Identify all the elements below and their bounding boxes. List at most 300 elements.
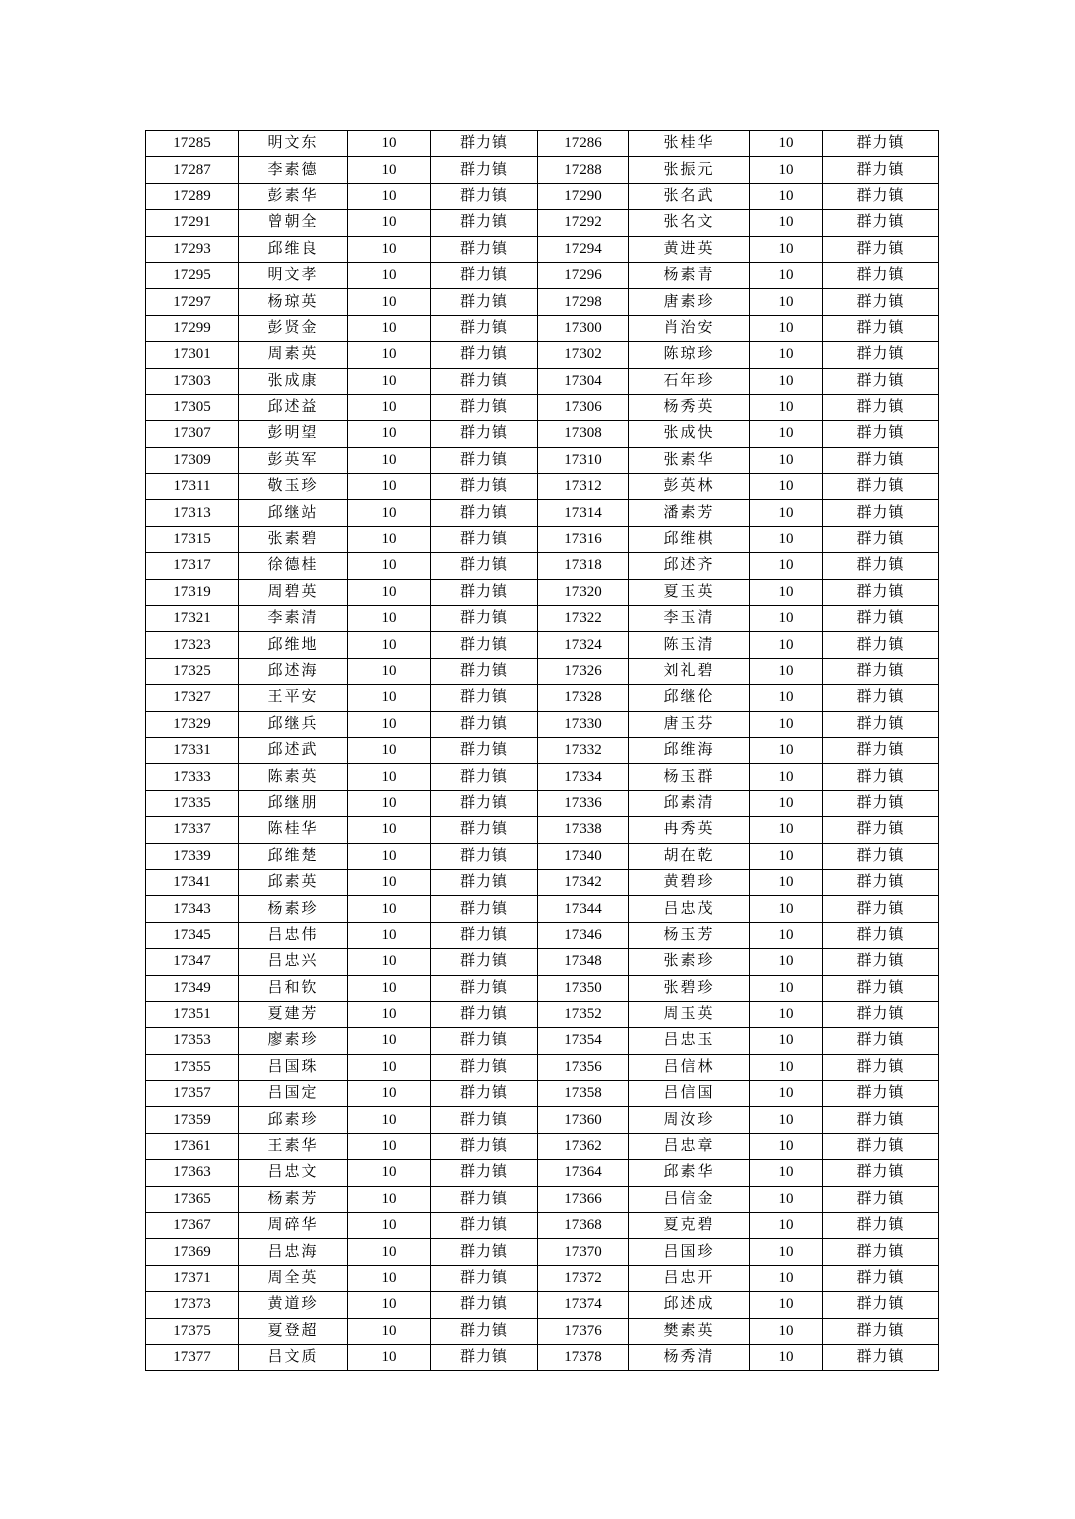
table-row xyxy=(146,764,939,790)
id-cell: 17331 xyxy=(146,737,239,763)
town-cell: 群力镇 xyxy=(431,1292,538,1318)
name-cell: 敬玉珍 xyxy=(239,474,348,500)
name-cell: 张成快 xyxy=(629,421,750,447)
table-row xyxy=(146,1001,939,1027)
amount-cell: 10 xyxy=(348,368,431,394)
name-cell: 邱继兵 xyxy=(239,711,348,737)
name-cell: 黄道珍 xyxy=(239,1292,348,1318)
id-cell: 17303 xyxy=(146,368,239,394)
amount-cell: 10 xyxy=(750,949,823,975)
id-cell: 17352 xyxy=(538,1001,629,1027)
amount-cell: 10 xyxy=(750,817,823,843)
town-cell: 群力镇 xyxy=(823,975,939,1001)
id-cell: 17362 xyxy=(538,1133,629,1159)
table-row xyxy=(146,526,939,552)
id-cell: 17307 xyxy=(146,421,239,447)
id-cell: 17301 xyxy=(146,342,239,368)
amount-cell: 10 xyxy=(750,500,823,526)
id-cell: 17343 xyxy=(146,896,239,922)
id-cell: 17340 xyxy=(538,843,629,869)
id-cell: 17298 xyxy=(538,289,629,315)
town-cell: 群力镇 xyxy=(823,1239,939,1265)
amount-cell: 10 xyxy=(750,1186,823,1212)
amount-cell: 10 xyxy=(750,368,823,394)
id-cell: 17366 xyxy=(538,1186,629,1212)
id-cell: 17341 xyxy=(146,869,239,895)
town-cell: 群力镇 xyxy=(431,236,538,262)
amount-cell: 10 xyxy=(750,236,823,262)
name-cell: 吕信金 xyxy=(629,1186,750,1212)
town-cell: 群力镇 xyxy=(823,1054,939,1080)
town-cell: 群力镇 xyxy=(823,685,939,711)
table-row xyxy=(146,790,939,816)
name-cell: 张成康 xyxy=(239,368,348,394)
table-row xyxy=(146,1318,939,1344)
table-row xyxy=(146,817,939,843)
id-cell: 17360 xyxy=(538,1107,629,1133)
id-cell: 17326 xyxy=(538,658,629,684)
table-row xyxy=(146,262,939,288)
id-cell: 17344 xyxy=(538,896,629,922)
table-row xyxy=(146,949,939,975)
id-cell: 17324 xyxy=(538,632,629,658)
town-cell: 群力镇 xyxy=(431,394,538,420)
town-cell: 群力镇 xyxy=(431,526,538,552)
amount-cell: 10 xyxy=(750,474,823,500)
town-cell: 群力镇 xyxy=(823,131,939,157)
amount-cell: 10 xyxy=(750,1001,823,1027)
id-cell: 17305 xyxy=(146,394,239,420)
amount-cell: 10 xyxy=(750,131,823,157)
town-cell: 群力镇 xyxy=(431,131,538,157)
id-cell: 17336 xyxy=(538,790,629,816)
id-cell: 17322 xyxy=(538,606,629,632)
name-cell: 夏玉英 xyxy=(629,579,750,605)
town-cell: 群力镇 xyxy=(823,262,939,288)
town-cell: 群力镇 xyxy=(431,1028,538,1054)
name-cell: 张名武 xyxy=(629,183,750,209)
town-cell: 群力镇 xyxy=(431,711,538,737)
name-cell: 邱继伦 xyxy=(629,685,750,711)
amount-cell: 10 xyxy=(348,421,431,447)
id-cell: 17358 xyxy=(538,1081,629,1107)
id-cell: 17364 xyxy=(538,1160,629,1186)
amount-cell: 10 xyxy=(750,711,823,737)
id-cell: 17359 xyxy=(146,1107,239,1133)
name-cell: 周碎华 xyxy=(239,1213,348,1239)
amount-cell: 10 xyxy=(750,1054,823,1080)
id-cell: 17348 xyxy=(538,949,629,975)
id-cell: 17339 xyxy=(146,843,239,869)
id-cell: 17373 xyxy=(146,1292,239,1318)
id-cell: 17302 xyxy=(538,342,629,368)
id-cell: 17334 xyxy=(538,764,629,790)
name-cell: 吕忠伟 xyxy=(239,922,348,948)
table-row xyxy=(146,711,939,737)
name-cell: 吕信林 xyxy=(629,1054,750,1080)
amount-cell: 10 xyxy=(750,289,823,315)
name-cell: 彭贤金 xyxy=(239,315,348,341)
amount-cell: 10 xyxy=(348,474,431,500)
id-cell: 17309 xyxy=(146,447,239,473)
town-cell: 群力镇 xyxy=(431,1265,538,1291)
name-cell: 杨玉芳 xyxy=(629,922,750,948)
id-cell: 17337 xyxy=(146,817,239,843)
id-cell: 17342 xyxy=(538,869,629,895)
id-cell: 17304 xyxy=(538,368,629,394)
amount-cell: 10 xyxy=(348,1054,431,1080)
table-row xyxy=(146,1265,939,1291)
amount-cell: 10 xyxy=(750,1318,823,1344)
name-cell: 唐素珍 xyxy=(629,289,750,315)
amount-cell: 10 xyxy=(348,289,431,315)
table-row xyxy=(146,157,939,183)
amount-cell: 10 xyxy=(348,394,431,420)
amount-cell: 10 xyxy=(348,236,431,262)
amount-cell: 10 xyxy=(750,975,823,1001)
town-cell: 群力镇 xyxy=(431,553,538,579)
name-cell: 周素英 xyxy=(239,342,348,368)
town-cell: 群力镇 xyxy=(431,315,538,341)
town-cell: 群力镇 xyxy=(431,790,538,816)
amount-cell: 10 xyxy=(750,1133,823,1159)
name-cell: 陈玉清 xyxy=(629,632,750,658)
table-row xyxy=(146,394,939,420)
name-cell: 彭英军 xyxy=(239,447,348,473)
town-cell: 群力镇 xyxy=(431,447,538,473)
amount-cell: 10 xyxy=(750,262,823,288)
name-cell: 杨秀英 xyxy=(629,394,750,420)
id-cell: 17347 xyxy=(146,949,239,975)
amount-cell: 10 xyxy=(750,579,823,605)
name-cell: 吕国珍 xyxy=(629,1239,750,1265)
amount-cell: 10 xyxy=(348,210,431,236)
amount-cell: 10 xyxy=(348,1001,431,1027)
name-cell: 李素德 xyxy=(239,157,348,183)
amount-cell: 10 xyxy=(348,975,431,1001)
amount-cell: 10 xyxy=(348,869,431,895)
name-cell: 邱维楚 xyxy=(239,843,348,869)
name-cell: 樊素英 xyxy=(629,1318,750,1344)
id-cell: 17285 xyxy=(146,131,239,157)
name-cell: 周汝珍 xyxy=(629,1107,750,1133)
town-cell: 群力镇 xyxy=(431,500,538,526)
id-cell: 17329 xyxy=(146,711,239,737)
table-row xyxy=(146,1054,939,1080)
table-row xyxy=(146,896,939,922)
table-row xyxy=(146,975,939,1001)
town-cell: 群力镇 xyxy=(823,500,939,526)
amount-cell: 10 xyxy=(750,447,823,473)
amount-cell: 10 xyxy=(750,790,823,816)
table-row xyxy=(146,1292,939,1318)
id-cell: 17376 xyxy=(538,1318,629,1344)
amount-cell: 10 xyxy=(750,157,823,183)
town-cell: 群力镇 xyxy=(431,183,538,209)
town-cell: 群力镇 xyxy=(823,1318,939,1344)
table-row xyxy=(146,1107,939,1133)
town-cell: 群力镇 xyxy=(431,632,538,658)
amount-cell: 10 xyxy=(348,1133,431,1159)
id-cell: 17372 xyxy=(538,1265,629,1291)
town-cell: 群力镇 xyxy=(823,210,939,236)
name-cell: 彭明望 xyxy=(239,421,348,447)
amount-cell: 10 xyxy=(348,922,431,948)
table-row xyxy=(146,1133,939,1159)
town-cell: 群力镇 xyxy=(431,843,538,869)
amount-cell: 10 xyxy=(750,658,823,684)
town-cell: 群力镇 xyxy=(823,1081,939,1107)
name-cell: 廖素珍 xyxy=(239,1028,348,1054)
id-cell: 17333 xyxy=(146,764,239,790)
name-cell: 杨琼英 xyxy=(239,289,348,315)
name-cell: 王平安 xyxy=(239,685,348,711)
town-cell: 群力镇 xyxy=(431,922,538,948)
table-row xyxy=(146,1186,939,1212)
id-cell: 17286 xyxy=(538,131,629,157)
name-cell: 陈素英 xyxy=(239,764,348,790)
id-cell: 17308 xyxy=(538,421,629,447)
name-cell: 陈桂华 xyxy=(239,817,348,843)
amount-cell: 10 xyxy=(750,1239,823,1265)
amount-cell: 10 xyxy=(750,869,823,895)
id-cell: 17356 xyxy=(538,1054,629,1080)
table-row xyxy=(146,869,939,895)
name-cell: 张振元 xyxy=(629,157,750,183)
id-cell: 17297 xyxy=(146,289,239,315)
name-cell: 夏克碧 xyxy=(629,1213,750,1239)
name-cell: 明文孝 xyxy=(239,262,348,288)
amount-cell: 10 xyxy=(348,843,431,869)
town-cell: 群力镇 xyxy=(431,685,538,711)
town-cell: 群力镇 xyxy=(431,1133,538,1159)
id-cell: 17351 xyxy=(146,1001,239,1027)
name-cell: 夏建芳 xyxy=(239,1001,348,1027)
town-cell: 群力镇 xyxy=(823,421,939,447)
table-row xyxy=(146,289,939,315)
name-cell: 吕国定 xyxy=(239,1081,348,1107)
amount-cell: 10 xyxy=(348,817,431,843)
id-cell: 17316 xyxy=(538,526,629,552)
town-cell: 群力镇 xyxy=(431,606,538,632)
table-row xyxy=(146,368,939,394)
table-row xyxy=(146,1213,939,1239)
name-cell: 王素华 xyxy=(239,1133,348,1159)
town-cell: 群力镇 xyxy=(823,447,939,473)
amount-cell: 10 xyxy=(750,421,823,447)
id-cell: 17306 xyxy=(538,394,629,420)
amount-cell: 10 xyxy=(348,447,431,473)
town-cell: 群力镇 xyxy=(823,1133,939,1159)
town-cell: 群力镇 xyxy=(823,817,939,843)
name-cell: 杨素珍 xyxy=(239,896,348,922)
name-cell: 潘素芳 xyxy=(629,500,750,526)
id-cell: 17300 xyxy=(538,315,629,341)
amount-cell: 10 xyxy=(348,262,431,288)
id-cell: 17323 xyxy=(146,632,239,658)
name-cell: 周碧英 xyxy=(239,579,348,605)
id-cell: 17315 xyxy=(146,526,239,552)
table-row xyxy=(146,474,939,500)
name-cell: 邱维良 xyxy=(239,236,348,262)
table-row xyxy=(146,606,939,632)
town-cell: 群力镇 xyxy=(823,922,939,948)
name-cell: 杨秀清 xyxy=(629,1344,750,1370)
id-cell: 17354 xyxy=(538,1028,629,1054)
name-cell: 徐德桂 xyxy=(239,553,348,579)
town-cell: 群力镇 xyxy=(823,1213,939,1239)
town-cell: 群力镇 xyxy=(823,949,939,975)
amount-cell: 10 xyxy=(750,737,823,763)
id-cell: 17310 xyxy=(538,447,629,473)
town-cell: 群力镇 xyxy=(823,896,939,922)
amount-cell: 10 xyxy=(348,315,431,341)
town-cell: 群力镇 xyxy=(823,342,939,368)
name-cell: 吕文质 xyxy=(239,1344,348,1370)
name-cell: 邱维地 xyxy=(239,632,348,658)
id-cell: 17374 xyxy=(538,1292,629,1318)
amount-cell: 10 xyxy=(750,922,823,948)
amount-cell: 10 xyxy=(750,1081,823,1107)
name-cell: 肖治安 xyxy=(629,315,750,341)
amount-cell: 10 xyxy=(750,394,823,420)
id-cell: 17313 xyxy=(146,500,239,526)
town-cell: 群力镇 xyxy=(431,342,538,368)
id-cell: 17292 xyxy=(538,210,629,236)
name-cell: 彭素华 xyxy=(239,183,348,209)
id-cell: 17317 xyxy=(146,553,239,579)
name-cell: 邱述海 xyxy=(239,658,348,684)
amount-cell: 10 xyxy=(348,1107,431,1133)
town-cell: 群力镇 xyxy=(823,632,939,658)
town-cell: 群力镇 xyxy=(431,1081,538,1107)
town-cell: 群力镇 xyxy=(823,368,939,394)
amount-cell: 10 xyxy=(348,1318,431,1344)
name-cell: 唐玉芬 xyxy=(629,711,750,737)
id-cell: 17296 xyxy=(538,262,629,288)
id-cell: 17375 xyxy=(146,1318,239,1344)
town-cell: 群力镇 xyxy=(823,606,939,632)
amount-cell: 10 xyxy=(348,1239,431,1265)
name-cell: 邱述成 xyxy=(629,1292,750,1318)
id-cell: 17350 xyxy=(538,975,629,1001)
amount-cell: 10 xyxy=(348,157,431,183)
id-cell: 17318 xyxy=(538,553,629,579)
id-cell: 17349 xyxy=(146,975,239,1001)
id-cell: 17377 xyxy=(146,1344,239,1370)
id-cell: 17321 xyxy=(146,606,239,632)
table-row xyxy=(146,421,939,447)
table-row xyxy=(146,183,939,209)
amount-cell: 10 xyxy=(750,896,823,922)
town-cell: 群力镇 xyxy=(431,764,538,790)
amount-cell: 10 xyxy=(750,632,823,658)
name-cell: 周全英 xyxy=(239,1265,348,1291)
id-cell: 17335 xyxy=(146,790,239,816)
name-cell: 吕忠玉 xyxy=(629,1028,750,1054)
town-cell: 群力镇 xyxy=(431,1344,538,1370)
name-cell: 杨玉群 xyxy=(629,764,750,790)
table-row xyxy=(146,579,939,605)
table-row xyxy=(146,632,939,658)
town-cell: 群力镇 xyxy=(823,1107,939,1133)
name-cell: 黄碧珍 xyxy=(629,869,750,895)
town-cell: 群力镇 xyxy=(823,658,939,684)
amount-cell: 10 xyxy=(348,1028,431,1054)
town-cell: 群力镇 xyxy=(823,843,939,869)
name-cell: 夏登超 xyxy=(239,1318,348,1344)
name-cell: 邱述益 xyxy=(239,394,348,420)
amount-cell: 10 xyxy=(750,685,823,711)
town-cell: 群力镇 xyxy=(431,1107,538,1133)
id-cell: 17330 xyxy=(538,711,629,737)
amount-cell: 10 xyxy=(348,711,431,737)
amount-cell: 10 xyxy=(348,790,431,816)
name-cell: 彭英林 xyxy=(629,474,750,500)
name-cell: 吕忠兴 xyxy=(239,949,348,975)
town-cell: 群力镇 xyxy=(431,289,538,315)
town-cell: 群力镇 xyxy=(823,1344,939,1370)
id-cell: 17345 xyxy=(146,922,239,948)
id-cell: 17311 xyxy=(146,474,239,500)
table-row xyxy=(146,1239,939,1265)
town-cell: 群力镇 xyxy=(823,579,939,605)
name-cell: 邱素珍 xyxy=(239,1107,348,1133)
town-cell: 群力镇 xyxy=(823,1001,939,1027)
id-cell: 17357 xyxy=(146,1081,239,1107)
town-cell: 群力镇 xyxy=(823,157,939,183)
town-cell: 群力镇 xyxy=(823,526,939,552)
amount-cell: 10 xyxy=(750,764,823,790)
amount-cell: 10 xyxy=(348,526,431,552)
id-cell: 17325 xyxy=(146,658,239,684)
town-cell: 群力镇 xyxy=(431,869,538,895)
table-row xyxy=(146,1160,939,1186)
name-cell: 刘礼碧 xyxy=(629,658,750,684)
name-cell: 杨素青 xyxy=(629,262,750,288)
town-cell: 群力镇 xyxy=(823,1265,939,1291)
name-cell: 吕忠开 xyxy=(629,1265,750,1291)
id-cell: 17369 xyxy=(146,1239,239,1265)
table-row xyxy=(146,236,939,262)
town-cell: 群力镇 xyxy=(431,1213,538,1239)
town-cell: 群力镇 xyxy=(431,658,538,684)
name-cell: 邱素华 xyxy=(629,1160,750,1186)
id-cell: 17291 xyxy=(146,210,239,236)
name-cell: 邱维棋 xyxy=(629,526,750,552)
amount-cell: 10 xyxy=(750,526,823,552)
name-cell: 李玉清 xyxy=(629,606,750,632)
name-cell: 曾朝全 xyxy=(239,210,348,236)
id-cell: 17299 xyxy=(146,315,239,341)
town-cell: 群力镇 xyxy=(823,553,939,579)
table-row xyxy=(146,315,939,341)
name-cell: 冉秀英 xyxy=(629,817,750,843)
town-cell: 群力镇 xyxy=(823,737,939,763)
amount-cell: 10 xyxy=(750,606,823,632)
amount-cell: 10 xyxy=(348,1186,431,1212)
amount-cell: 10 xyxy=(348,896,431,922)
id-cell: 17365 xyxy=(146,1186,239,1212)
town-cell: 群力镇 xyxy=(823,1186,939,1212)
name-cell: 邱述齐 xyxy=(629,553,750,579)
amount-cell: 10 xyxy=(348,632,431,658)
table-row xyxy=(146,922,939,948)
amount-cell: 10 xyxy=(348,764,431,790)
amount-cell: 10 xyxy=(348,183,431,209)
amount-cell: 10 xyxy=(348,1213,431,1239)
amount-cell: 10 xyxy=(348,737,431,763)
